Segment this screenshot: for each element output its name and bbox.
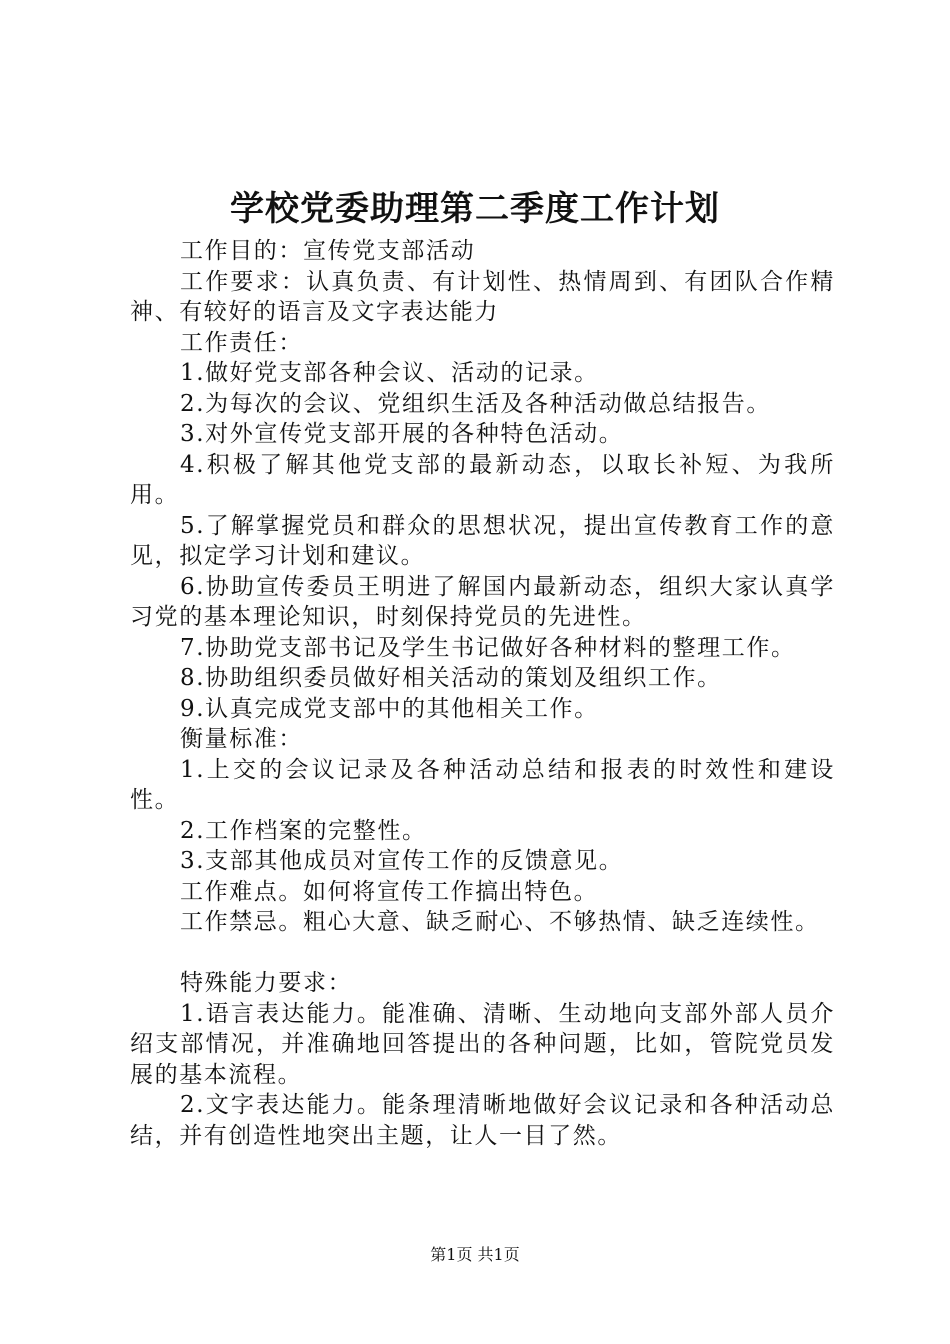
standard-item-3: 3.支部其他成员对宣传工作的反馈意见。 bbox=[180, 848, 624, 874]
responsibility-item-2: 2.为每次的会议、党组织生活及各种活动做总结报告。 bbox=[180, 390, 771, 417]
responsibility-item-9: 9.认真完成党支部中的其他相关工作。 bbox=[180, 695, 599, 722]
page-footer: 第1页 共1页 bbox=[430, 1245, 520, 1264]
responsibility-item-4: 4.积极了解其他党支部的最新动态，以取长补短、为我所用。 bbox=[130, 451, 835, 508]
responsibility-item-1: 1.做好党支部各种会议、活动的记录。 bbox=[180, 360, 599, 386]
paragraph-purpose: 工作目的：宣传党支部活动 bbox=[180, 238, 476, 264]
standard-item-2: 2.工作档案的完整性。 bbox=[180, 817, 427, 844]
paragraph-special-ability-heading: 特殊能力要求： bbox=[180, 970, 353, 996]
document-body bbox=[130, 236, 835, 1151]
responsibility-item-8: 8.协助组织委员做好相关活动的策划及组织工作。 bbox=[180, 665, 722, 691]
paragraph-requirements: 工作要求：认真负责、有计划性、热情周到、有团队合作精神、有较好的语言及文字表达能力 bbox=[130, 268, 835, 325]
paragraph-responsibility-heading: 工作责任： bbox=[180, 329, 303, 356]
responsibility-item-5: 5.了解掌握党员和群众的思想状况，提出宣传教育工作的意见，拟定学习计划和建议。 bbox=[130, 512, 835, 569]
paragraph-difficulty: 工作难点。如何将宣传工作搞出特色。 bbox=[180, 878, 599, 905]
paragraph-standards-heading: 衡量标准： bbox=[180, 726, 303, 752]
special-ability-item-1: 1.语言表达能力。能准确、清晰、生动地向支部外部人员介绍支部情况，并准确地回答提出的各种问题，比如，管院党员发展的基本流程。 bbox=[130, 1000, 835, 1088]
responsibility-item-3: 3.对外宣传党支部开展的各种特色活动。 bbox=[180, 421, 624, 447]
responsibility-item-7: 7.协助党支部书记及学生书记做好各种材料的整理工作。 bbox=[180, 634, 796, 661]
standard-item-1: 1.上交的会议记录及各种活动总结和报表的时效性和建设性。 bbox=[130, 756, 835, 813]
special-ability-item-2: 2.文字表达能力。能条理清晰地做好会议记录和各种活动总结，并有创造性地突出主题，让人一目了然。 bbox=[130, 1092, 835, 1149]
document-title: 学校党委助理第二季度工作计划 bbox=[230, 189, 720, 229]
responsibility-item-6: 6.协助宣传委员王明进了解国内最新动态，组织大家认真学习党的基本理论知识，时刻保持党员的先进性。 bbox=[130, 573, 835, 630]
paragraph-taboo: 工作禁忌。粗心大意、缺乏耐心、不够热情、缺乏连续性。 bbox=[180, 909, 820, 935]
blank-line bbox=[130, 938, 835, 969]
